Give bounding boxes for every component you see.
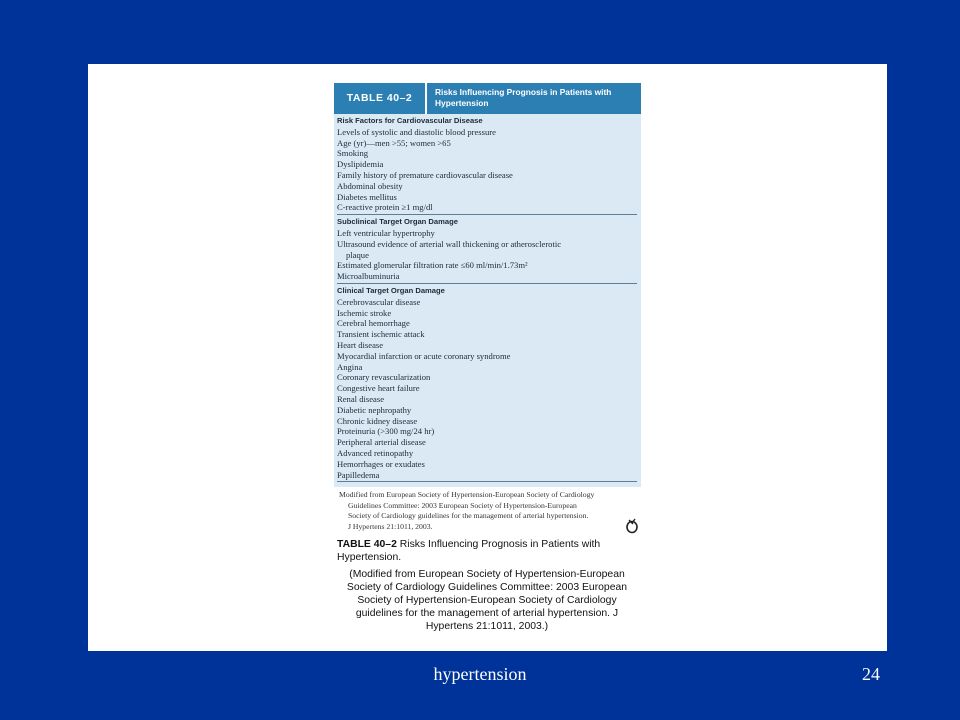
footnote-line: Society of Cardiology guidelines for the management of arterial hypertension. (348, 511, 589, 520)
table-group (337, 116, 637, 215)
table-item: Angina (337, 361, 363, 372)
table-item: Age (yr)—men >55; women >65 (337, 137, 451, 148)
table-title: Risks Influencing Prognosis in Patients with Hypertension (435, 87, 612, 108)
group-heading: Risk Factors for Cardiovascular Disease (337, 116, 483, 125)
table-item: Ultrasound evidence of arterial wall thickening or atherosclerotic (337, 238, 562, 249)
group-heading: Subclinical Target Organ Damage (337, 217, 458, 227)
table-item: Papilledema (337, 469, 380, 480)
table-item: C-reactive protein ≥1 mg/dl (337, 202, 433, 213)
risk-table (334, 83, 641, 487)
caption-text: Risks Influencing Prognosis in Patients with Hypertension. (337, 539, 601, 563)
table-item: Cerebral hemorrhage (337, 318, 410, 329)
table-item: Congestive heart failure (337, 383, 420, 394)
table-item: Cerebrovascular disease (337, 296, 421, 307)
table-body (337, 116, 637, 484)
table-item: Family history of premature cardiovascular disease (337, 169, 513, 180)
table-group (337, 217, 637, 284)
table-item: Ischemic stroke (337, 307, 392, 318)
table-item: Estimated glomerular filtration rate ≤60 ml/min/1.73m² (337, 260, 528, 271)
table-item: Chronic kidney disease (337, 415, 418, 426)
table-item: Hemorrhages or exudates (337, 458, 425, 469)
caption-title (337, 538, 657, 564)
table-item: Coronary revascularization (337, 372, 431, 383)
table-item: Advanced retinopathy (337, 447, 414, 458)
caption-label: TABLE 40–2 (337, 539, 397, 550)
table-item: Dyslipidemia (337, 159, 384, 170)
table-item: Myocardial infarction or acute coronary syndrome (337, 350, 511, 361)
table-item: Diabetes mellitus (337, 191, 397, 202)
table-item: Proteinuria (>300 mg/24 hr) (337, 426, 435, 437)
table-item: Heart disease (337, 339, 384, 350)
footnote-line: Modified from European Society of Hypertension-European Society of Cardiology (339, 490, 595, 499)
table-item: Levels of systolic and diastolic blood pressure (337, 126, 496, 137)
table-item: Renal disease (337, 393, 385, 404)
table-number: TABLE 40–2 (334, 83, 427, 114)
table-item: Peripheral arterial disease (337, 437, 426, 448)
page-number: 24 (862, 664, 880, 684)
table-item: Smoking (337, 148, 369, 159)
table-item: plaque (346, 249, 369, 260)
table-item: Transient ischemic attack (337, 329, 425, 340)
table-item: Microalbuminuria (337, 271, 400, 282)
table-item: Diabetic nephropathy (337, 404, 412, 415)
caption-note: (Modified from European Society of Hypertension-European Society of Cardiology Guidelines Committee: 2003 European Society of Hypertension-European Society of Cardiology guidelines for the management of arterial hypertension. J Hypertens 21:1011, 2003.) (346, 569, 628, 632)
group-heading: Clinical Target Organ Damage (337, 285, 445, 295)
footnote-line: Guidelines Committee: 2003 European Society of Hypertension-European (348, 500, 577, 510)
reference-stamp-icon (624, 516, 640, 534)
table-item: Abdominal obesity (337, 180, 403, 191)
footer-title: hypertension (433, 664, 527, 684)
table-footnote (339, 490, 639, 532)
table-item: Left ventricular hypertrophy (337, 227, 435, 238)
table-group (337, 286, 637, 482)
footnote-line: J Hypertens 21:1011, 2003. (348, 521, 433, 531)
table-header (334, 83, 641, 114)
slide-content-panel (88, 64, 887, 651)
